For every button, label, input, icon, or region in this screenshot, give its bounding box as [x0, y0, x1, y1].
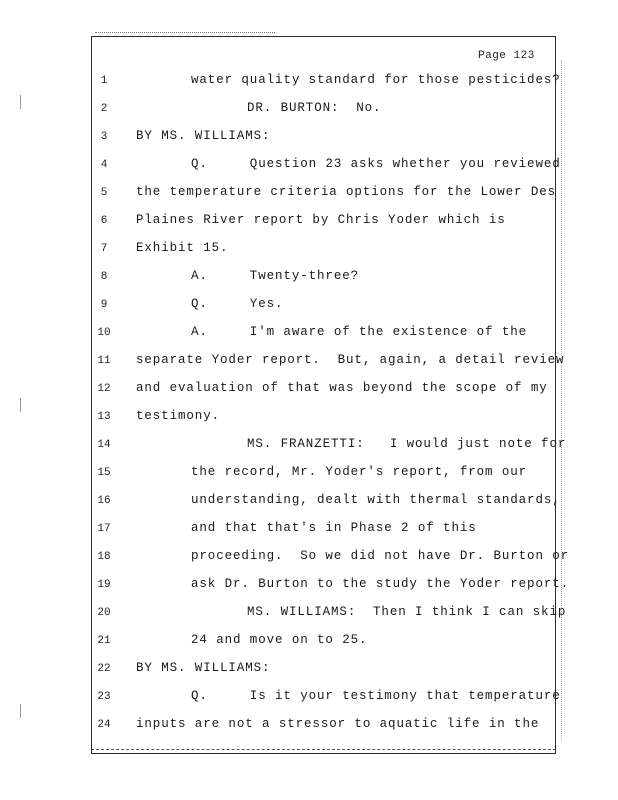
line-text: the record, Mr. Yoder's report, from our [191, 465, 528, 479]
line-number: 24 [97, 719, 111, 731]
line-text: ask Dr. Burton to the study the Yoder report. [191, 577, 570, 591]
line-number: 17 [97, 523, 111, 535]
line-text: Q. Yes. [191, 297, 284, 311]
transcript-line [0, 437, 618, 457]
transcript-line [0, 465, 618, 485]
transcript-line [0, 325, 618, 345]
line-number: 22 [97, 663, 111, 675]
line-number: 2 [100, 103, 108, 115]
line-number: 14 [97, 439, 111, 451]
line-number: 6 [100, 215, 108, 227]
line-text: inputs are not a stressor to aquatic life in the [136, 717, 540, 731]
transcript-line [0, 521, 618, 541]
line-text: MS. WILLIAMS: Then I think I can skip [247, 605, 567, 619]
transcript-line [0, 185, 618, 205]
transcript-line [0, 129, 618, 149]
line-text: A. Twenty-three? [191, 269, 360, 283]
line-number: 21 [97, 635, 111, 647]
transcript-line [0, 297, 618, 317]
line-text: A. I'm aware of the existence of the [191, 325, 528, 339]
line-number: 20 [97, 607, 111, 619]
line-text: Exhibit 15. [136, 241, 229, 255]
page-number: Page 123 [478, 50, 535, 62]
line-number: 13 [97, 411, 111, 423]
transcript-line [0, 661, 618, 681]
transcript-line [0, 633, 618, 653]
line-text: proceeding. So we did not have Dr. Burton or [191, 549, 570, 563]
line-number: 16 [97, 495, 111, 507]
line-text: the temperature criteria options for the Lower Des [136, 185, 557, 199]
line-text: Plaines River report by Chris Yoder which is [136, 213, 506, 227]
top-edge-marks [95, 32, 275, 33]
transcript-line [0, 409, 618, 429]
transcript-line [0, 689, 618, 709]
line-text: understanding, dealt with thermal standards, [191, 493, 561, 507]
line-number: 1 [100, 75, 108, 87]
transcript-line [0, 605, 618, 625]
line-text: testimony. [136, 409, 221, 423]
line-text: and that that's in Phase 2 of this [191, 521, 477, 535]
line-number: 23 [97, 691, 111, 703]
line-text: and evaluation of that was beyond the scope of my [136, 381, 548, 395]
line-number: 15 [97, 467, 111, 479]
bottom-edge-marks [91, 749, 556, 750]
line-number: 19 [97, 579, 111, 591]
transcript-line [0, 101, 618, 121]
transcript-line [0, 549, 618, 569]
line-number: 10 [97, 327, 111, 339]
line-text: BY MS. WILLIAMS: [136, 129, 271, 143]
line-number: 9 [100, 299, 108, 311]
transcript-line [0, 577, 618, 597]
transcript-line [0, 381, 618, 401]
transcript-line [0, 157, 618, 177]
line-text: Q. Question 23 asks whether you reviewed [191, 157, 561, 171]
transcript-line [0, 269, 618, 289]
line-number: 3 [100, 131, 108, 143]
line-text: DR. BURTON: No. [247, 101, 382, 115]
line-number: 8 [100, 271, 108, 283]
line-number: 5 [100, 187, 108, 199]
transcript-line [0, 241, 618, 261]
line-number: 11 [97, 355, 111, 367]
line-text: water quality standard for those pesticides? [191, 73, 561, 87]
line-number: 7 [100, 243, 108, 255]
line-text: separate Yoder report. But, again, a detail review [136, 353, 565, 367]
transcript-line [0, 73, 618, 93]
line-text: MS. FRANZETTI: I would just note for [247, 437, 567, 451]
line-number: 12 [97, 383, 111, 395]
line-text: BY MS. WILLIAMS: [136, 661, 271, 675]
line-text: Q. Is it your testimony that temperature [191, 689, 561, 703]
transcript-line [0, 717, 618, 737]
line-number: 18 [97, 551, 111, 563]
transcript-line [0, 213, 618, 233]
transcript-line [0, 493, 618, 513]
transcript-line [0, 353, 618, 373]
line-number: 4 [100, 159, 108, 171]
line-text: 24 and move on to 25. [191, 633, 368, 647]
